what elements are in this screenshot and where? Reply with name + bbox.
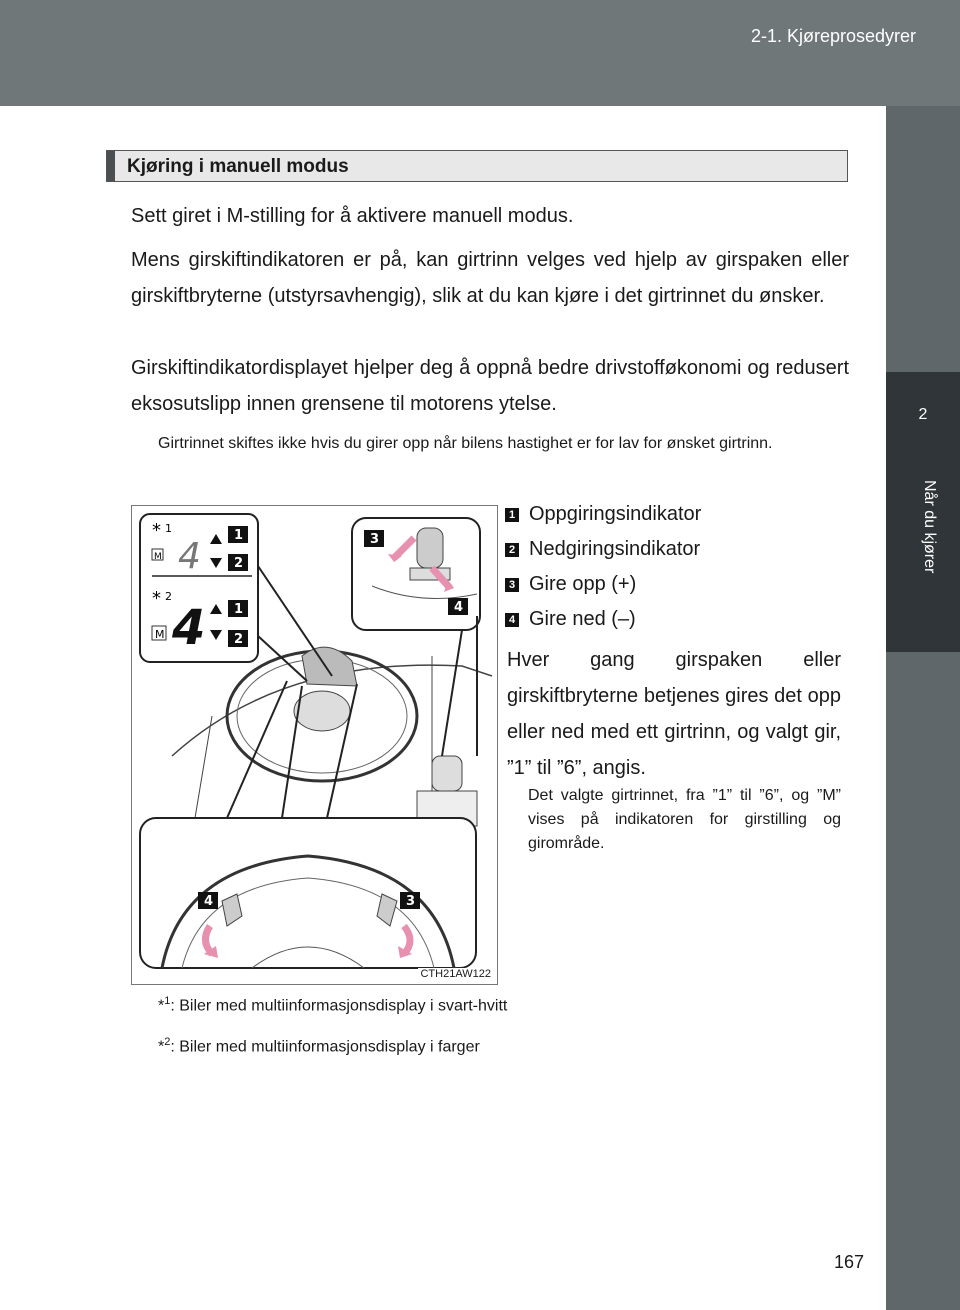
paragraph-2: Mens girskiftindikatoren er på, kan girtrinn velges ved hjelp av girspaken eller girskiftbryterne (utstyrsavhengig), slik at du kan kjøre i det girtrinnet du ønsker. — [131, 249, 849, 307]
callout-1-top: 1 — [234, 528, 244, 543]
legend-item-1 — [505, 503, 701, 526]
legend-number: 4 — [505, 613, 519, 627]
section-heading-box — [106, 150, 848, 182]
paragraph-3: Girskiftindikatordisplayet hjelper deg å oppnå bedre drivstofføkonomi og redusert eksosutslipp innen grensene til motorens ytelse. — [131, 357, 849, 415]
legend-paragraph: Hver gang girspaken eller girskiftbryterne betjenes gires det opp eller ned med ett girtrinn, og valgt gir, ”1” til ”6”, angis. — [507, 649, 841, 779]
figure-illustration — [132, 506, 497, 984]
legend-label: Oppgiringsindikator — [529, 503, 702, 525]
section-title: Kjøring i manuell modus — [127, 156, 349, 177]
gear-digit-large: 4 — [172, 600, 206, 656]
footnote-text: : Biler med multiinformasjonsdisplay i svart-hvitt — [170, 997, 508, 1015]
callout-3-inset: 3 — [370, 532, 380, 547]
callout-4-inset: 4 — [454, 600, 464, 615]
mode-letter-small: M — [154, 552, 162, 562]
footnote-1 — [158, 995, 507, 1015]
callout-2-top: 2 — [234, 556, 244, 571]
gear-digit-small: 4 — [178, 536, 201, 577]
callout-3-wheel: 3 — [406, 894, 416, 909]
footnote-2 — [158, 1036, 480, 1056]
figure-code: CTH21AW122 — [420, 968, 491, 980]
paragraph-1: Sett giret i M-stilling for å aktivere manuell modus. — [131, 205, 574, 227]
callout-4-wheel: 4 — [204, 894, 214, 909]
legend-number: 1 — [505, 508, 519, 522]
legend-label: Gire ned (–) — [529, 608, 636, 630]
callout-2-bottom: 2 — [234, 632, 244, 647]
callout-1-bottom: 1 — [234, 602, 244, 617]
legend-item-3 — [505, 573, 636, 596]
star-2-label: * — [152, 588, 161, 609]
legend-number: 2 — [505, 543, 519, 557]
legend-note: Det valgte girtrinnet, fra ”1” til ”6”, og ”M” vises på indikatoren for girstilling og girområde. — [528, 787, 841, 852]
side-tab-strip — [886, 106, 960, 1310]
mode-letter-large: M — [155, 628, 165, 641]
footnote-mark: * — [158, 997, 165, 1015]
footnote-mark: * — [158, 1038, 165, 1056]
legend-number: 3 — [505, 578, 519, 592]
footnote-text: : Biler med multiinformasjonsdisplay i farger — [170, 1038, 480, 1056]
legend-item-4 — [505, 608, 636, 631]
chapter-title: 2-1. Kjøreprosedyrer — [750, 26, 916, 46]
legend-label: Gire opp (+) — [529, 573, 637, 595]
page-header — [0, 0, 960, 106]
footnote-sup: 1 — [164, 995, 171, 1007]
star-1-number: 1 — [165, 522, 172, 535]
legend-label: Nedgiringsindikator — [529, 538, 701, 560]
gear-shift-figure — [131, 505, 498, 985]
page-number: 167 — [834, 1252, 865, 1272]
star-1-label: * — [152, 520, 161, 541]
footnote-sup: 2 — [164, 1036, 171, 1048]
chapter-number: 2 — [918, 406, 928, 423]
legend-item-2 — [505, 538, 700, 561]
chapter-label: Når du kjører — [921, 480, 938, 574]
note-text: Girtrinnet skiftes ikke hvis du girer opp når bilens hastighet er for lav for ønsket girtrinn. — [158, 435, 773, 452]
star-2-number: 2 — [165, 590, 172, 603]
